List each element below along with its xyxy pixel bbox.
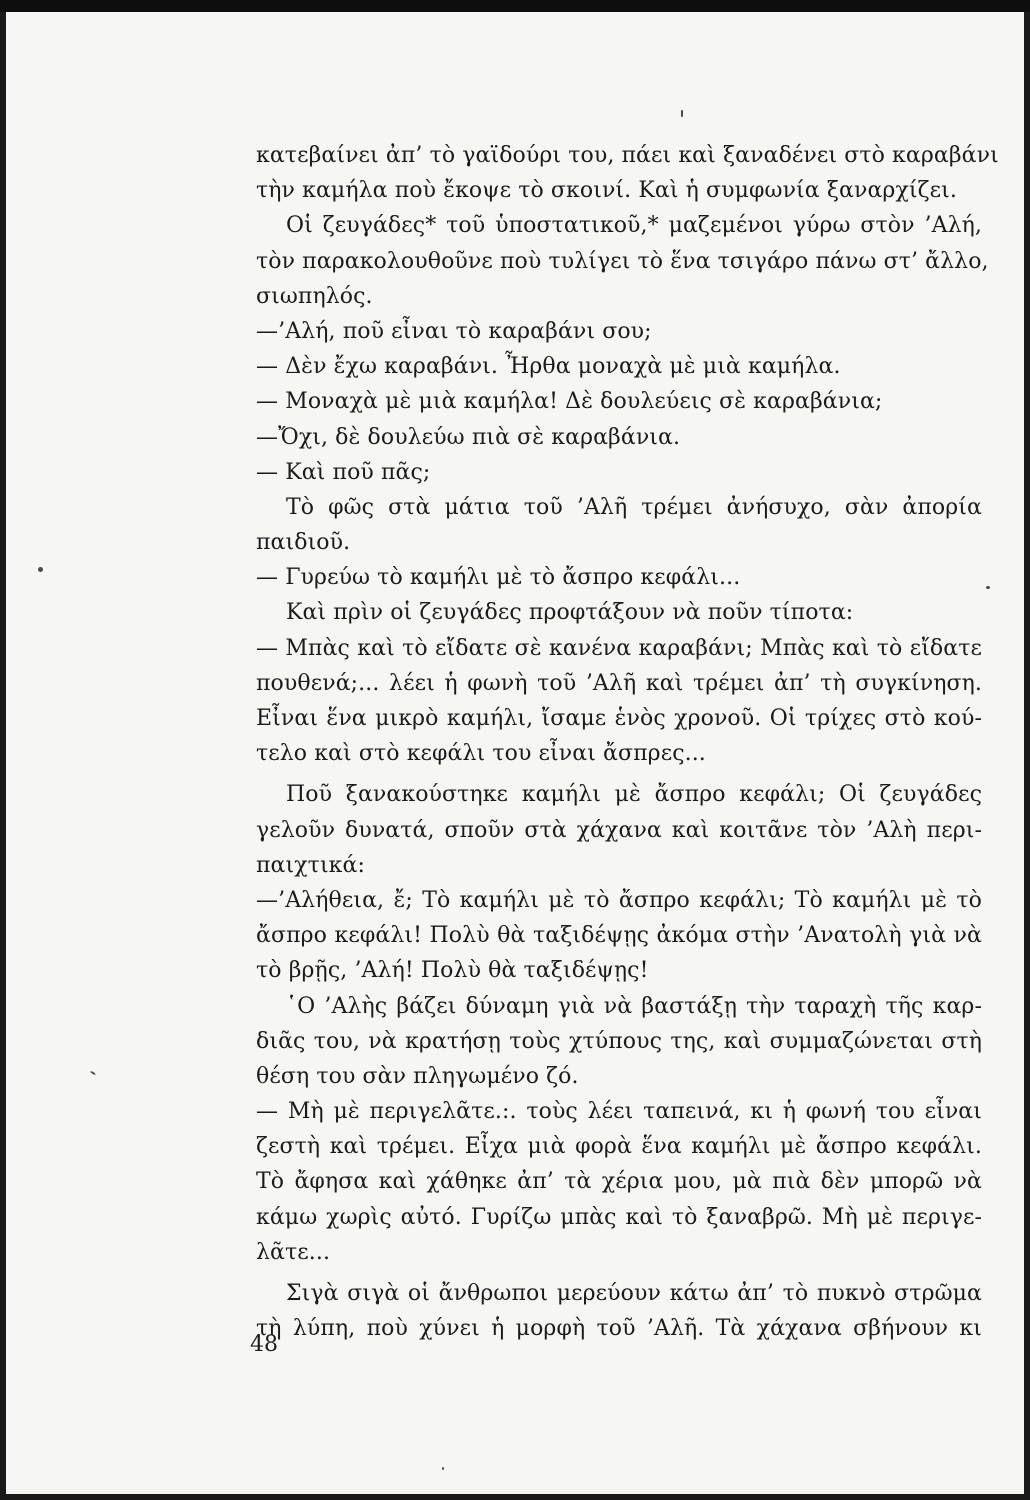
text-line: —’Αλή, ποῦ εἶναι τὸ καραβάνι σου;: [256, 318, 652, 344]
text-line: Οἱ ζευγάδες* τοῦ ὑποστατικοῦ,* μαζεμένοι γύρω στὸν ’Αλή,: [286, 213, 982, 239]
scan-speck: [442, 1467, 444, 1470]
text-line: — Μπὰς καὶ τὸ εἴδατε σὲ κανένα καραβάνι; Μπὰς καὶ τὸ εἴδατε: [256, 635, 982, 661]
text-line: — Καὶ ποῦ πᾶς;: [256, 459, 431, 485]
text-line: τὸν παρακολουθοῦνε ποὺ τυλίγει τὸ ἕνα τσιγάρο πάνω στ’ ἄλλο,: [256, 248, 989, 274]
text-line: διᾶς του, νὰ κρατήσῃ τοὺς χτύπους της, καὶ συμμαζώνεται στὴ: [256, 1028, 982, 1054]
text-line: ἄσπρο κεφάλι! Πολὺ θὰ ταξιδέψῃς ἀκόμα στὴν ’Ανατολὴ γιὰ νὰ: [256, 923, 982, 949]
text-line: σιωπηλός.: [256, 283, 373, 309]
text-line: κατεβαίνει ἀπ’ τὸ γαϊδούρι του, πάει καὶ ξαναδένει στὸ καραβάνι: [256, 143, 999, 168]
text-line: — Μοναχὰ μὲ μιὰ καμήλα! Δὲ δουλεύεις σὲ καραβάνια;: [256, 389, 883, 415]
text-line: τελο καὶ στὸ κεφάλι του εἶναι ἄσπρες...: [256, 741, 706, 767]
scan-top-border: [0, 0, 1030, 12]
text-line: ῾Ο ’Αλὴς βάζει δύναμη γιὰ νὰ βαστάξῃ τὴν ταραχὴ τῆς καρ-: [286, 993, 982, 1019]
text-line: ζεστὴ καὶ τρέμει. Εἶχα μιὰ φορὰ ἕνα καμήλι μὲ ἄσπρο κεφάλι.: [256, 1134, 982, 1160]
text-line: τὴν καμήλα ποὺ ἔκοψε τὸ σκοινί. Καὶ ἡ συμφωνία ξαναρχίζει.: [256, 178, 957, 204]
body-text: [256, 138, 999, 1346]
text-line: πουθενά;... λέει ἡ φωνὴ τοῦ ’Αλῆ καὶ τρέμει ἀπ’ τὴ συγκίνηση.: [256, 670, 982, 696]
text-line: γελοῦν δυνατά, σποῦν στὰ χάχανα καὶ κοιτᾶνε τὸν ’Αλὴ περι-: [256, 817, 982, 843]
text-line: Σιγὰ σιγὰ οἱ ἄνθρωποι μερεύουν κάτω ἀπ’ τὸ πυκνὸ στρῶμα: [286, 1281, 982, 1306]
text-line: Τὸ ἄφησα καὶ χάθηκε ἀπ’ τὰ χέρια μου, μὰ πιὰ δὲν μπορῶ νὰ: [256, 1169, 982, 1195]
text-line: παιχτικά:: [256, 852, 365, 878]
text-line: Τὸ φῶς στὰ μάτια τοῦ ’Αλῆ τρέμει ἀνήσυχο, σὰν ἀπορία: [286, 494, 982, 520]
page-number: 48: [250, 1332, 278, 1357]
text-line: τὴ λύπη, ποὺ χύνει ἡ μορφὴ τοῦ ’Αλῆ. Τὰ χάχανα σβήνουν κι: [256, 1316, 982, 1342]
book-page: [6, 12, 1024, 1494]
text-line: Καὶ πρὶν οἱ ζευγάδες προφτάξουν νὰ ποῦν τίποτα:: [286, 600, 854, 626]
text-line: παιδιοῦ.: [256, 530, 351, 556]
scan-speck: [38, 567, 43, 572]
text-line: τὸ βρῇς, ’Αλή! Πολὺ θὰ ταξιδέψῃς!: [256, 958, 649, 984]
text-line: θέση του σὰν πληγωμένο ζό.: [256, 1063, 579, 1089]
text-line: —’Αλήθεια, ἔ; Τὸ καμήλι μὲ τὸ ἄσπρο κεφάλι; Τὸ καμήλι μὲ τὸ: [256, 887, 982, 913]
text-line: Εἶναι ἕνα μικρὸ καμήλι, ἴσαμε ἑνὸς χρονοῦ. Οἱ τρίχες στὸ κού-: [256, 706, 982, 731]
text-line: — Δὲν ἔχω καραβάνι. Ἦρθα μοναχὰ μὲ μιὰ καμήλα.: [256, 354, 841, 380]
text-line: — Μὴ μὲ περιγελᾶτε.:. τοὺς λέει ταπεινά, κι ἡ φωνή του εἶναι: [256, 1099, 982, 1125]
text-line: —Ὄχι, δὲ δουλεύω πιὰ σὲ καραβάνια.: [256, 424, 681, 450]
text-line: κάμω χωρὶς αὐτό. Γυρίζω μπὰς καὶ τὸ ξαναβρῶ. Μὴ μὲ περιγε-: [256, 1204, 982, 1230]
scan-speck: [681, 110, 683, 117]
text-line: — Γυρεύω τὸ καμήλι μὲ τὸ ἄσπρο κεφάλι...: [256, 565, 741, 591]
scan-speck: [90, 1071, 96, 1076]
text-line: Ποῦ ξανακούστηκε καμήλι μὲ ἄσπρο κεφάλι; Οἱ ζευγάδες: [286, 782, 982, 808]
text-line: λᾶτε...: [256, 1239, 331, 1265]
scan-speck: [986, 586, 990, 589]
